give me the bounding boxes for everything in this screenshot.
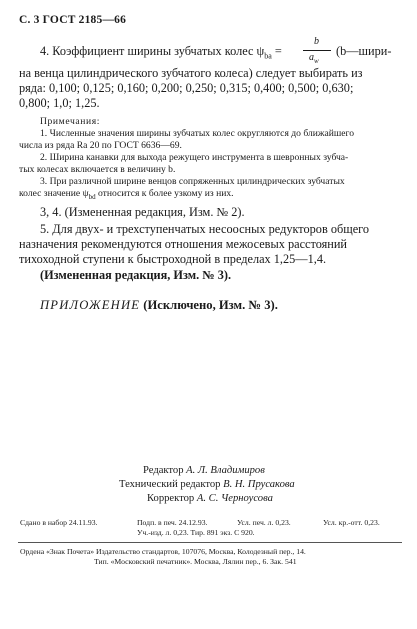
imprint-printer: Тип. «Московский печатник». Москва, Лялин пер., 6. Зак. 541 (94, 557, 297, 566)
fraction-bar (303, 50, 331, 51)
notes-title: Примечания: (40, 116, 100, 127)
item4-line4: 0,800; 1,0; 1,25. (19, 96, 100, 110)
fraction-numerator: b (314, 36, 319, 47)
note1-line1: 1. Численные значения ширины зубчатых колес округляются до ближайшего (40, 128, 355, 139)
psi-subscript: ba (264, 51, 272, 61)
appendix-heading (40, 298, 278, 313)
item5-line3: тихоходной ступени к быстроходной в пределах 1,25—1,4. (19, 252, 327, 266)
corrector-line: Корректор А. С. Черноусова (147, 493, 273, 504)
editor-name: А. Л. Владимиров (186, 465, 265, 476)
imprint-publisher: Ордена «Знак Почета» Издательство стандартов, 107076, Москва, Колодезный пер., 14. (20, 547, 306, 556)
imprint-divider (18, 542, 402, 543)
imprint-edition: Уч.-изд. л. 0,23. Тир. 891 экз. С 920. (137, 528, 255, 537)
equals-sign: = (274, 44, 282, 58)
tech-editor-line: Технический редактор В. Н. Прусакова (119, 479, 295, 490)
appendix-note: (Исключено, Изм. № 3). (140, 298, 278, 312)
note3-line1: 3. При различной ширине венцов сопряженных цилиндрических зубчатых (40, 176, 345, 187)
item4-line1-prefix: 4. Коэффициент ширины зубчатых колес ψ (40, 44, 265, 58)
item4-line3: ряда: 0,100; 0,125; 0,160; 0,200; 0,250; 0,315; 0,400; 0,500; 0,630; (19, 81, 354, 95)
item5-line1: 5. Для двух- и трехступенчатых несоосных редукторов общего (40, 222, 370, 236)
item5-line2: назначения рекомендуются отношения межосевых расстояний (19, 237, 348, 251)
note3-line2: колес значение $\psi_{bd}$ относится к более узкому из них. (19, 188, 234, 201)
change-note-izm3: (Измененная редакция, Изм. № 3). (40, 268, 232, 282)
corrector-name: А. С. Черноусова (196, 493, 273, 504)
fraction-denominator: $a_w$ (309, 52, 319, 65)
page-header: С. 3 ГОСТ 2185—66 (19, 14, 127, 26)
change-note-izm2: 3, 4. (Измененная редакция, Изм. № 2). (40, 205, 245, 219)
tech-editor-name: В. Н. Прусакова (223, 479, 295, 490)
editor-line: Редактор А. Л. Владимиров (143, 465, 265, 476)
imprint-color-prints: Усл. кр.-отт. 0,23. (323, 518, 380, 527)
note2-line2: тых колесах включается в величину b. (19, 164, 176, 175)
imprint-print-sheets: Усл. печ. л. 0,23. (237, 518, 291, 527)
note2-line1: 2. Ширина канавки для выхода режущего инструмента в шевронных зубча- (40, 152, 349, 163)
imprint-signed: Подп. в печ. 24.12.93. (137, 518, 208, 527)
item4-line1-suffix: (b—шири- (336, 44, 392, 58)
note1-line2: числа из ряда Ra 20 по ГОСТ 6636—69. (19, 140, 182, 151)
imprint-submitted: Сдано в набор 24.11.93. (20, 518, 98, 527)
item4-line2: на венца цилиндрического зубчатого колеса) следует выбирать из (19, 66, 363, 80)
item4-line1 (40, 44, 282, 63)
appendix-title: ПРИЛОЖЕНИЕ (40, 298, 141, 312)
